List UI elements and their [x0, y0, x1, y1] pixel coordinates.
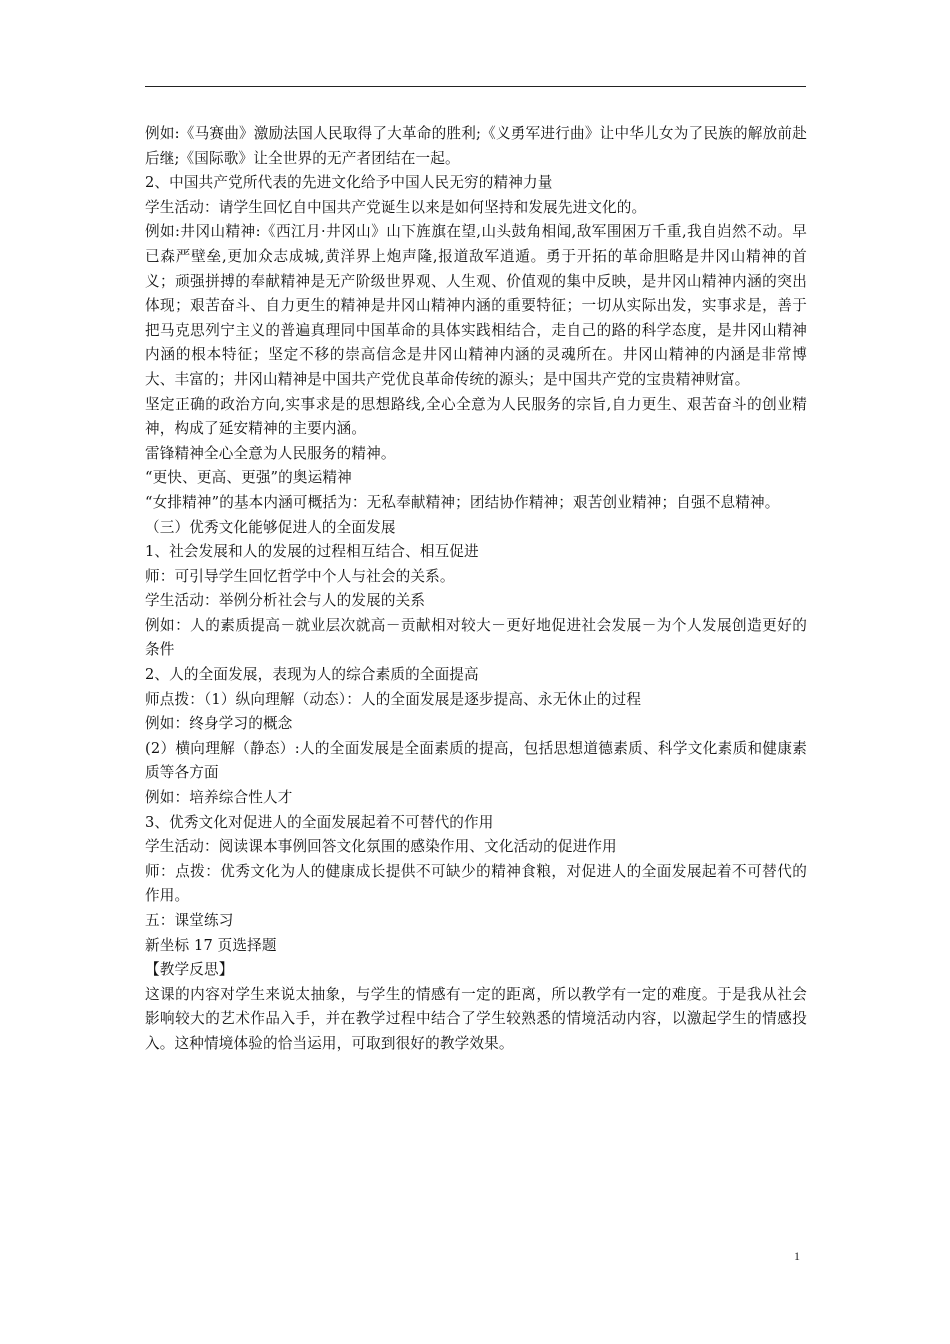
paragraph: “女排精神”的基本内涵可概括为：无私奉献精神；团结协作精神；艰苦创业精神；自强不息精神。 — [145, 493, 780, 511]
paragraph: 学生活动：举例分析社会与人的发展的关系 — [145, 592, 426, 610]
paragraph: (2）横向理解（静态）:人的全面发展是全面素质的提高，包括思想道德素质、科学文化素质和健康素质等各方面 — [145, 739, 807, 782]
paragraph: 例如:井冈山精神:《西江月·井冈山》山下旌旗在望,山头鼓角相闻,敌军围困万千重,我自岿然不动。早已森严壁垒,更加众志成城,黄洋界上炮声隆,报道敌军逍遁。勇于开拓的革命胆略是井冈山精神的首义；顽强拼搏的奉献精神是无产阶级世界观、人生观、价值观的集中反映，是井冈山精神内涵的突出体现；艰苦奋斗、自力更生的精神是井冈山精神内涵的重要特征；一切从实际出发，实事求是，善于把马克思列宁主义的普遍真理同中国革命的具体实践相结合，走自己的路的科学态度，是井冈山精神内涵的根本特征；坚定不移的崇高信念是井冈山精神内涵的灵魂所在。井冈山精神的内涵是非常博大、丰富的；井冈山精神是中国共产党优良革命传统的源头；是中国共产党的宝贵精神财富。 — [145, 223, 807, 388]
section-heading: 【教学反思】 — [145, 961, 234, 979]
paragraph: “更快、更高、更强”的奥运精神 — [145, 469, 352, 487]
paragraph: 雷锋精神全心全意为人民服务的精神。 — [145, 444, 396, 462]
paragraph: 学生活动：请学生回忆自中国共产党诞生以来是如何坚持和发展先进文化的。 — [145, 198, 647, 216]
paragraph: 师：点拨：优秀文化为人的健康成长提供不可缺少的精神食粮，对促进人的全面发展起着不可替代的作用。 — [145, 862, 807, 905]
section-heading: （三）优秀文化能够促进人的全面发展 — [145, 518, 396, 536]
paragraph: 例如：人的素质提高－就业层次就高－贡献相对较大－更好地促进社会发展－为个人发展创造更好的条件 — [145, 616, 807, 659]
document-body — [145, 122, 807, 1057]
page-number: 1 — [794, 1249, 800, 1263]
paragraph: 2、人的全面发展，表现为人的综合素质的全面提高 — [145, 666, 479, 684]
paragraph: 2、中国共产党所代表的先进文化给予中国人民无穷的精神力量 — [145, 174, 553, 192]
header-rule — [145, 86, 806, 87]
section-heading: 五：课堂练习 — [145, 912, 234, 929]
paragraph: 这课的内容对学生来说太抽象，与学生的情感有一定的距离，所以教学有一定的难度。于是我从社会影响较大的艺术作品入手，并在教学过程中结合了学生较熟悉的情境活动内容，以激起学生的情感投入。这种情境体验的恰当运用，可取到很好的教学效果。 — [145, 985, 807, 1052]
paragraph: 新坐标 17 页选择题 — [145, 936, 277, 954]
paragraph: 3、优秀文化对促进人的全面发展起着不可替代的作用 — [145, 813, 494, 831]
paragraph: 坚定正确的政治方向,实事求是的思想路线,全心全意为人民服务的宗旨,自力更生、艰苦奋斗的创业精神，构成了延安精神的主要内涵。 — [145, 395, 807, 438]
paragraph: 例如:《马赛曲》激励法国人民取得了大革命的胜利;《义勇军进行曲》让中华儿女为了民族的解放前赴后继;《国际歌》让全世界的无产者团结在一起。 — [145, 125, 807, 167]
paragraph: 师点拨：（1）纵向理解（动态）：人的全面发展是逐步提高、永无休止的过程 — [145, 690, 642, 708]
paragraph: 例如：终身学习的概念 — [145, 715, 293, 733]
paragraph: 1、社会发展和人的发展的过程相互结合、相互促进 — [145, 543, 479, 561]
paragraph: 例如：培养综合性人才 — [145, 789, 293, 807]
paragraph: 师：可引导学生回忆哲学中个人与社会的关系。 — [145, 567, 455, 585]
paragraph: 学生活动：阅读课本事例回答文化氛围的感染作用、文化活动的促进作用 — [145, 838, 617, 856]
